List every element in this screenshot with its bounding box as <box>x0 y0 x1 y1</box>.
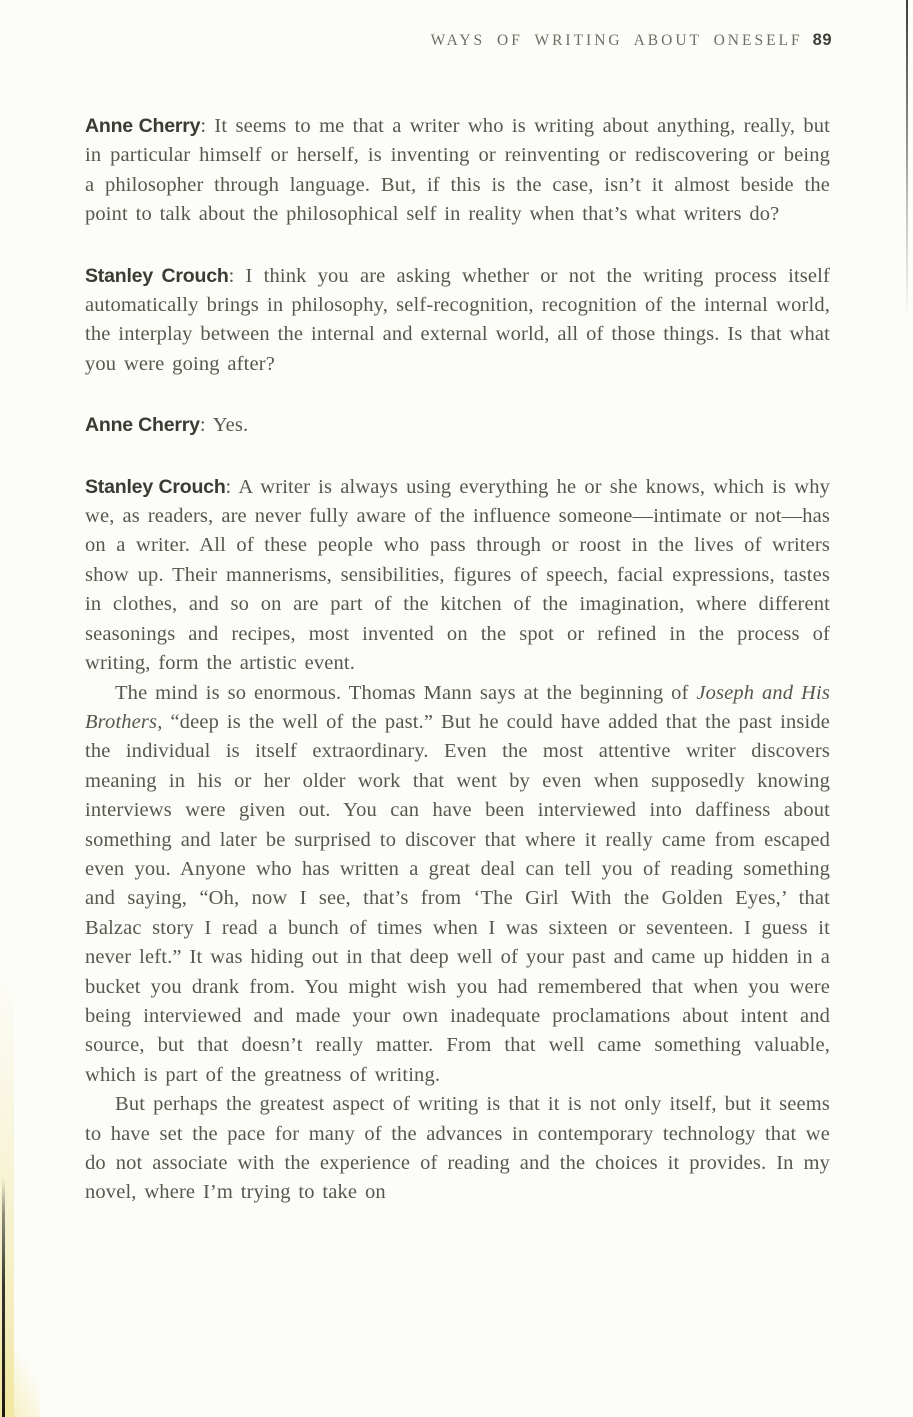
utterance-text: It seems to me that a writer who is writing about anything, really, but in particular himself or herself, is inventing or reinventing or rediscovering or being a philosopher through language. But, if this is the case, isn’t it almost beside the point to talk about the philosophical self in reality when that’s what writers do? <box>85 115 830 226</box>
paragraph-text: But perhaps the greatest aspect of writing is that it is not only itself, but it seems to have set the pace for many of the advances in contemporary technology that we do not associate with the experience of reading and the choices it provides. In my novel, where I’m trying to take on <box>85 1093 830 1204</box>
speaker-name: Anne Cherry <box>85 414 200 437</box>
speaker-name: Stanley Crouch <box>85 264 229 287</box>
page-edge-shadow-left <box>2 1178 5 1417</box>
colon: : <box>228 264 235 287</box>
dialogue-paragraph <box>85 473 830 679</box>
page-corner-tint-left <box>0 1347 40 1417</box>
running-title: WAYS OF WRITING ABOUT ONESELF <box>430 32 803 49</box>
running-header <box>85 31 832 50</box>
paragraph-text: , “deep is the well of the past.” But he could have added that the past inside the individual is itself extraordinary. Even the most attentive writer discovers meaning in his or her older work that went by even when supposedly knowing interviews were given out. You can have been interviewed into daffiness about something and later be surprised to discover that where it really came from escaped even you. Anyone who has written a great deal can tell you of reading something and saying, “Oh, now I see, that’s from ‘The Girl With the Golden Eyes,’ that Balzac story I read a bunch of times when I was sixteen or seventeen. I guess it never left.” It was hiding out in that deep well of your past and came up hidden in a bucket you drank from. You might wish you had remembered that when you were being interviewed and made your own inadequate proclamations about intent and source, but that doesn’t really matter. From that well came something valuable, which is part of the greatness of writing. <box>85 710 830 1086</box>
speaker-name: Anne Cherry <box>85 115 201 137</box>
dialogue-paragraph <box>85 112 830 230</box>
text-block <box>85 112 830 1208</box>
colon: : <box>199 414 206 437</box>
book-title-italic: Joseph and His Brothers <box>85 681 830 733</box>
utterance-text: I think you are asking whether or not the writing process itself automatically brings in philosophy, self-recognition, recognition of the internal world, the interplay between the internal and external world, all of those things. Is that what you were going after? <box>85 264 830 375</box>
dialogue-paragraph <box>85 411 830 440</box>
continuation-paragraph <box>85 1090 830 1208</box>
colon: : <box>225 475 232 498</box>
page-edge-shadow-right <box>906 0 908 320</box>
speaker-name: Stanley Crouch <box>85 475 226 498</box>
page-number: 89 <box>812 31 832 49</box>
continuation-paragraph <box>85 679 830 1091</box>
utterance-text: Yes. <box>212 414 249 437</box>
dialogue-paragraph <box>85 262 830 380</box>
paragraph-text: The mind is so enormous. Thomas Mann says at the beginning of <box>115 681 697 704</box>
colon: : <box>200 115 207 137</box>
utterance-text: A writer is always using everything he or she knows, which is why we, as readers, are never fully aware of the influence someone—intimate or not—has on a writer. All of these people who pass through or roost in the lives of writers show up. Their mannerisms, sensibilities, figures of speech, facial expressions, tastes in clothes, and so on are part of the kitchen of the imagination, where different seasonings and recipes, most invented on the spot or refined in the process of writing, form the artistic event. <box>85 475 831 675</box>
